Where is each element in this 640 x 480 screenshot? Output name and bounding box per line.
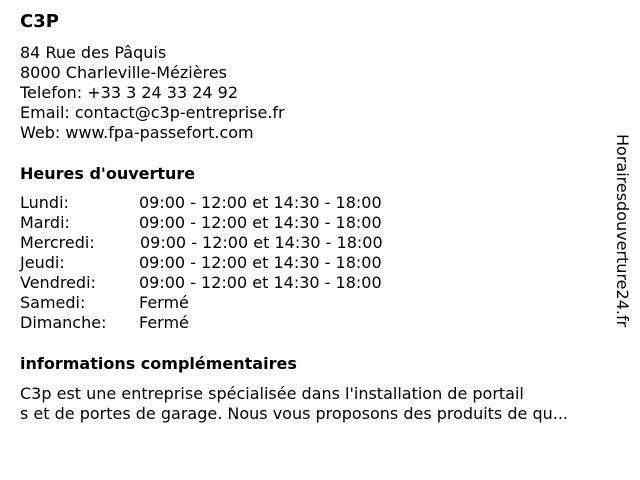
day-label: Lundi:: [20, 193, 69, 212]
address-email: Email: contact@c3p-entreprise.fr: [20, 103, 285, 122]
info-line: s et de portes de garage. Nous vous proposons des produits de qu...: [20, 404, 568, 423]
company-name: C3P: [20, 11, 59, 32]
day-label: Dimanche:: [20, 313, 107, 332]
info-line: C3p est une entreprise spécialisée dans l'installation de portail: [20, 384, 524, 403]
address-block: [20, 43, 285, 143]
day-time: 09:00 - 12:00 et 14:30 - 18:00: [140, 233, 383, 252]
opening-hours-heading: Heures d'ouverture: [20, 164, 196, 183]
day-time: 09:00 - 12:00 et 14:30 - 18:00: [139, 213, 382, 232]
address-city: 8000 Charleville-Mézières: [20, 63, 227, 82]
additional-info-heading: informations complémentaires: [20, 354, 297, 373]
address-street: 84 Rue des Pâquis: [20, 43, 167, 62]
day-label: Vendredi:: [20, 273, 96, 292]
day-time: 09:00 - 12:00 et 14:30 - 18:00: [139, 193, 382, 212]
day-time: 09:00 - 12:00 et 14:30 - 18:00: [139, 273, 382, 292]
day-label: Mercredi:: [20, 233, 95, 252]
address-web: Web: www.fpa-passefort.com: [20, 123, 254, 142]
day-time: Fermé: [139, 293, 189, 312]
day-time: Fermé: [139, 313, 189, 332]
watermark-site: Horairesdouverture24.fr: [613, 134, 632, 328]
day-label: Samedi:: [20, 293, 86, 312]
day-label: Mardi:: [20, 213, 70, 232]
day-label: Jeudi:: [20, 253, 65, 272]
additional-info-text: [20, 384, 620, 424]
day-time: 09:00 - 12:00 et 14:30 - 18:00: [139, 253, 382, 272]
address-phone: Telefon: +33 3 24 33 24 92: [20, 83, 239, 102]
